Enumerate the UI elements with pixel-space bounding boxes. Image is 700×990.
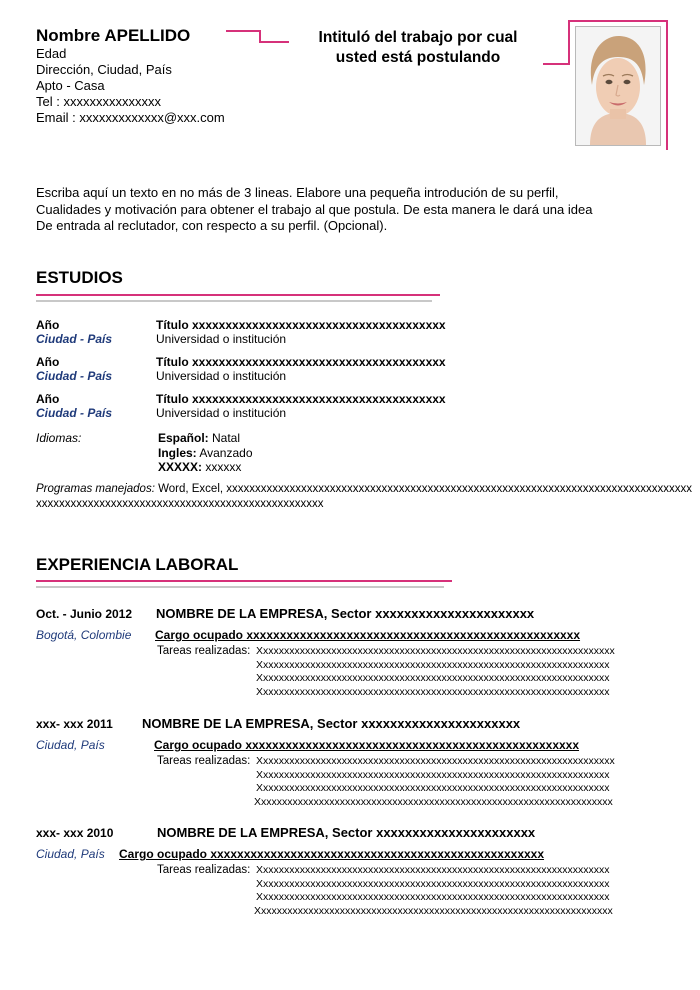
language-item bbox=[158, 460, 253, 475]
tasks-list bbox=[256, 864, 613, 918]
task-line: Xxxxxxxxxxxxxxxxxxxxxxxxxxxxxxxxxxxxxxxxxxxxxxxxxxxxxxxxxxxxxxxxxxxx bbox=[256, 645, 615, 657]
job-company: NOMBRE DE LA EMPRESA, Sector xxxxxxxxxxxxxxxxxxxxxx bbox=[142, 716, 521, 731]
accent-line bbox=[259, 41, 289, 43]
task-line: Xxxxxxxxxxxxxxxxxxxxxxxxxxxxxxxxxxxxxxxxxxxxxxxxxxxxxxxxxxxxxxxxxxx bbox=[256, 782, 610, 794]
tasks-list bbox=[256, 755, 615, 809]
contact-block bbox=[36, 46, 225, 126]
tasks-label: Tareas realizadas: bbox=[157, 645, 251, 657]
study-degree: Título xxxxxxxxxxxxxxxxxxxxxxxxxxxxxxxxxxxxxx bbox=[156, 392, 446, 406]
job-company: NOMBRE DE LA EMPRESA, Sector xxxxxxxxxxxxxxxxxxxxxx bbox=[157, 825, 536, 840]
job-position: Cargo ocupado xxxxxxxxxxxxxxxxxxxxxxxxxxxxxxxxxxxxxxxxxxxxxxxxxx bbox=[154, 738, 580, 752]
programs-line bbox=[36, 482, 692, 497]
language-name: XXXXX: bbox=[158, 460, 203, 474]
job-position: Cargo ocupado xxxxxxxxxxxxxxxxxxxxxxxxxxxxxxxxxxxxxxxxxxxxxxxxxx bbox=[119, 847, 545, 861]
study-institution: Universidad o institución bbox=[156, 332, 287, 346]
programs-value: Word, Excel, xxxxxxxxxxxxxxxxxxxxxxxxxxxxxxxxxxxxxxxxxxxxxxxxxxxxxxxxxxxxxxxxxxxxxxxxxxxxxxxxx bbox=[154, 483, 693, 495]
candidate-name: Nombre APELLIDO bbox=[36, 26, 191, 45]
idiomas-label: Idiomas: bbox=[36, 431, 82, 445]
language-name: Ingles: bbox=[158, 445, 197, 460]
job-date: xxx- xxx 2010 bbox=[36, 826, 114, 840]
task-line: Xxxxxxxxxxxxxxxxxxxxxxxxxxxxxxxxxxxxxxxxxxxxxxxxxxxxxxxxxxxxxxxxxxxx bbox=[254, 904, 613, 917]
task-line: Xxxxxxxxxxxxxxxxxxxxxxxxxxxxxxxxxxxxxxxxxxxxxxxxxxxxxxxxxxxxxxxxxxx bbox=[256, 864, 610, 876]
programs-block bbox=[36, 482, 692, 511]
accent-line bbox=[666, 20, 668, 150]
task-line: Xxxxxxxxxxxxxxxxxxxxxxxxxxxxxxxxxxxxxxxxxxxxxxxxxxxxxxxxxxxxxxxxxxx bbox=[256, 658, 610, 671]
study-place: Ciudad - País bbox=[36, 332, 113, 346]
language-level: Avanzado bbox=[196, 445, 253, 460]
language-item bbox=[158, 431, 253, 446]
task-line: Xxxxxxxxxxxxxxxxxxxxxxxxxxxxxxxxxxxxxxxxxxxxxxxxxxxxxxxxxxxxxxxxxxx bbox=[256, 672, 610, 684]
apartment: Apto - Casa bbox=[36, 78, 105, 93]
language-name: Español: bbox=[158, 431, 209, 445]
section-rule bbox=[36, 300, 432, 302]
job-position: Cargo ocupado xxxxxxxxxxxxxxxxxxxxxxxxxxxxxxxxxxxxxxxxxxxxxxxxxx bbox=[155, 628, 581, 642]
tasks-label: Tareas realizadas: bbox=[157, 864, 251, 876]
tasks-label: Tareas realizadas: bbox=[157, 755, 251, 767]
intro-line: De entrada al reclutador, con respecto a su perfil. (Opcional). bbox=[36, 218, 388, 233]
accent-line bbox=[568, 20, 570, 65]
language-item bbox=[158, 446, 253, 461]
language-level: xxxxxx bbox=[202, 460, 242, 474]
job-place: Bogotá, Colombie bbox=[36, 628, 132, 642]
job-title-line: Intituló del trabajo por cual bbox=[318, 29, 518, 46]
programs-line: xxxxxxxxxxxxxxxxxxxxxxxxxxxxxxxxxxxxxxxxxxxxxxxxxx bbox=[36, 497, 324, 510]
tasks-list bbox=[256, 645, 615, 699]
languages-list bbox=[158, 431, 253, 475]
age: Edad bbox=[36, 46, 67, 61]
task-line: Xxxxxxxxxxxxxxxxxxxxxxxxxxxxxxxxxxxxxxxxxxxxxxxxxxxxxxxxxxxxxxxxxxx bbox=[256, 891, 610, 903]
study-place: Ciudad - País bbox=[36, 406, 113, 420]
section-title-experiencia: EXPERIENCIA LABORAL bbox=[36, 555, 239, 574]
accent-line bbox=[543, 63, 569, 65]
accent-line bbox=[568, 20, 668, 22]
study-year: Año bbox=[36, 392, 60, 406]
task-line: Xxxxxxxxxxxxxxxxxxxxxxxxxxxxxxxxxxxxxxxxxxxxxxxxxxxxxxxxxxxxxxxxxxx bbox=[256, 768, 610, 781]
section-rule bbox=[36, 586, 444, 588]
study-year: Año bbox=[36, 318, 60, 332]
accent-line bbox=[226, 30, 260, 32]
language-level: Natal bbox=[208, 431, 241, 445]
job-place: Ciudad, País bbox=[36, 738, 105, 752]
profile-photo bbox=[575, 26, 661, 146]
job-place: Ciudad, País bbox=[36, 847, 105, 861]
email: Email : xxxxxxxxxxxxx@xxx.com bbox=[36, 110, 225, 125]
job-title-line: usted está postulando bbox=[335, 49, 501, 66]
person-photo-icon bbox=[576, 27, 660, 145]
job-title bbox=[296, 28, 540, 68]
study-place: Ciudad - País bbox=[36, 369, 113, 383]
study-year: Año bbox=[36, 355, 60, 369]
section-title-estudios: ESTUDIOS bbox=[36, 268, 123, 287]
job-date: Oct. - Junio 2012 bbox=[36, 607, 133, 621]
address: Dirección, Ciudad, País bbox=[36, 62, 172, 77]
study-institution: Universidad o institución bbox=[156, 369, 287, 383]
intro-line: Escriba aquí un texto en no más de 3 lineas. Elabore una pequeña introdución de su perfil, bbox=[36, 185, 559, 200]
job-company: NOMBRE DE LA EMPRESA, Sector xxxxxxxxxxxxxxxxxxxxxx bbox=[156, 606, 535, 621]
task-line: Xxxxxxxxxxxxxxxxxxxxxxxxxxxxxxxxxxxxxxxxxxxxxxxxxxxxxxxxxxxxxxxxxxx bbox=[256, 685, 610, 698]
study-institution: Universidad o institución bbox=[156, 406, 287, 420]
task-line: Xxxxxxxxxxxxxxxxxxxxxxxxxxxxxxxxxxxxxxxxxxxxxxxxxxxxxxxxxxxxxxxxxxxx bbox=[256, 755, 615, 767]
phone: Tel : xxxxxxxxxxxxxxx bbox=[36, 94, 161, 109]
section-rule bbox=[36, 580, 452, 582]
study-degree: Título xxxxxxxxxxxxxxxxxxxxxxxxxxxxxxxxxxxxxx bbox=[156, 355, 446, 369]
task-line: Xxxxxxxxxxxxxxxxxxxxxxxxxxxxxxxxxxxxxxxxxxxxxxxxxxxxxxxxxxxxxxxxxxx bbox=[256, 877, 610, 890]
section-rule bbox=[36, 294, 440, 296]
job-date: xxx- xxx 2011 bbox=[36, 717, 113, 731]
intro-paragraph bbox=[36, 185, 592, 235]
task-line: Xxxxxxxxxxxxxxxxxxxxxxxxxxxxxxxxxxxxxxxxxxxxxxxxxxxxxxxxxxxxxxxxxxxx bbox=[254, 795, 613, 808]
intro-line: Cualidades y motivación para obtener el trabajo al que postula. De esta manera le dará una idea bbox=[36, 201, 593, 217]
study-degree: Título xxxxxxxxxxxxxxxxxxxxxxxxxxxxxxxxxxxxxx bbox=[156, 318, 446, 332]
programs-label: Programas manejados: bbox=[36, 483, 155, 495]
